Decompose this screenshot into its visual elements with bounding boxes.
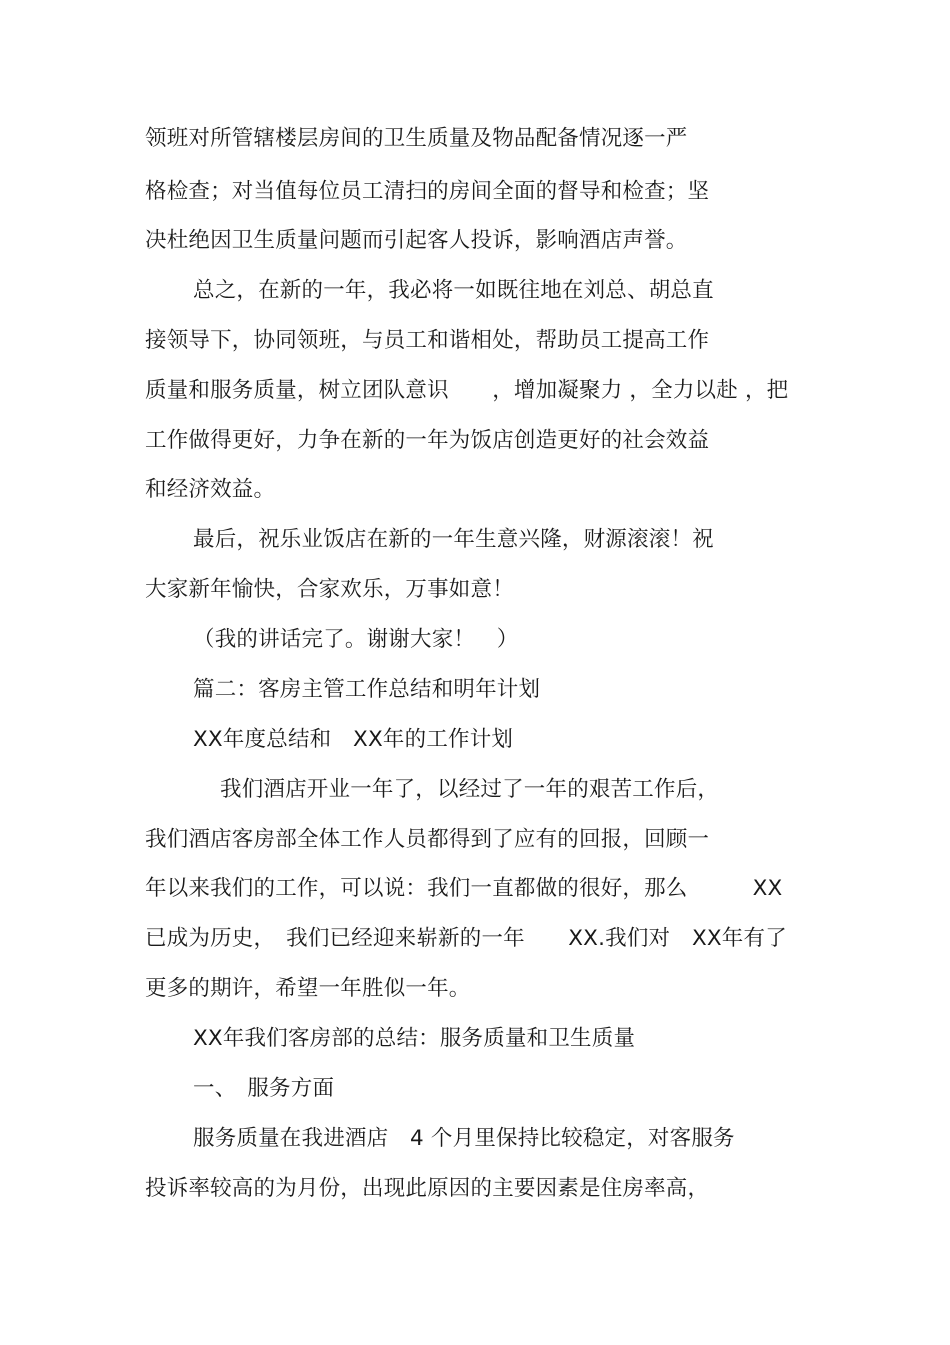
paragraph-line: 投诉率较高的为月份，出现此原因的主要因素是住房率高， bbox=[145, 1176, 710, 1201]
closing-remark: （我的讲话完了。谢谢大家！ ） bbox=[193, 627, 519, 652]
paragraph-line: 年以来我们的工作，可以说：我们一直都做的很好，那么 XX bbox=[145, 876, 783, 901]
section-subtitle: XX年度总结和 XX年的工作计划 bbox=[193, 727, 514, 752]
paragraph-line: 格检查；对当值每位员工清扫的房间全面的督导和检查；坚 bbox=[145, 179, 710, 204]
paragraph-line: 服务质量在我进酒店 4 个月里保持比较稳定，对客服务 bbox=[193, 1126, 735, 1151]
paragraph-line: 决杜绝因卫生质量问题而引起客人投诉，影响酒店声誉。 bbox=[145, 228, 688, 253]
paragraph-line: 领班对所管辖楼层房间的卫生质量及物品配备情况逐一严 bbox=[145, 126, 688, 151]
paragraph-line: 我们酒店开业一年了，以经过了一年的艰苦工作后， bbox=[220, 777, 720, 802]
paragraph-line: 工作做得更好，力争在新的一年为饭店创造更好的社会效益 bbox=[145, 428, 710, 453]
paragraph-line: 更多的期许，希望一年胜似一年。 bbox=[145, 976, 471, 1001]
paragraph-line: 总之，在新的一年，我必将一如既往地在刘总、胡总直 bbox=[193, 278, 714, 303]
section-title: 篇二：客房主管工作总结和明年计划 bbox=[193, 677, 541, 702]
section-heading: XX年我们客房部的总结：服务质量和卫生质量 bbox=[193, 1026, 636, 1051]
subsection-heading: 一、 服务方面 bbox=[193, 1076, 335, 1101]
paragraph-line: 接领导下，协同领班，与员工和谐相处，帮助员工提高工作 bbox=[145, 328, 710, 353]
paragraph-line: 质量和服务质量，树立团队意识 ，增加凝聚力 ，全力以赴 ，把 bbox=[145, 378, 789, 403]
paragraph-line: 最后，祝乐业饭店在新的一年生意兴隆，财源滚滚！祝 bbox=[193, 527, 714, 552]
paragraph-line: 和经济效益。 bbox=[145, 477, 276, 502]
paragraph-line: 已成为历史， 我们已经迎来崭新的一年 XX.我们对 XX年有了 bbox=[145, 926, 787, 951]
paragraph-line: 大家新年愉快，合家欢乐，万事如意！ bbox=[145, 577, 514, 602]
paragraph-line: 我们酒店客房部全体工作人员都得到了应有的回报，回顾一 bbox=[145, 827, 710, 852]
